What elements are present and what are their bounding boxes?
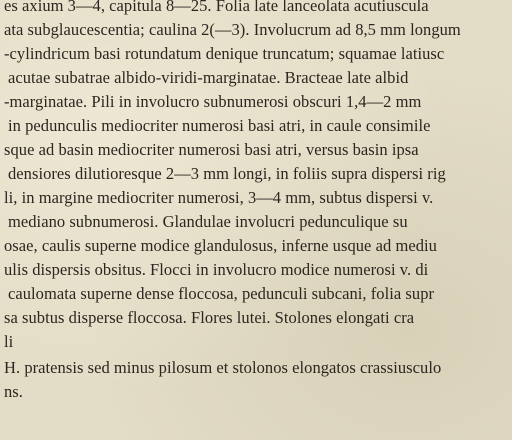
description-line-5: -marginatae. Pili in involucro subnumerosi obscuri 1,4—2 mm <box>4 92 422 111</box>
description-line-15: li <box>4 332 14 351</box>
description-line-8: densiores dilutioresque 2—3 mm longi, in foliis supra dispersi rig <box>8 164 446 183</box>
description-line-4: acutae subatrae albido-viridi-marginatae. Bracteae late albid <box>8 68 409 87</box>
description-line-6: in pedunculis mediocriter numerosi basi atri, in caule consimile <box>8 116 431 135</box>
description-line-3: -cylindricum basi rotundatum denique truncatum; squamae latiusc <box>4 44 445 63</box>
description-line-9: li, in margine mediocriter numerosi, 3—4 mm, subtus dispersi v. <box>4 188 434 207</box>
description-line-10: mediano subnumerosi. Glandulae involucri pedunculique su <box>8 212 408 231</box>
note-line-1: H. pratensis sed minus pilosum et stolonos elongatos crassiusculo <box>4 358 442 377</box>
description-line-7: sque ad basin mediocriter numerosi basi atri, versus basin ipsa <box>4 140 419 159</box>
description-line-2: ata subglaucescentia; caulina 2(—3). Involucrum ad 8,5 mm longum <box>4 20 461 39</box>
description-line-13: caulomata superne dense floccosa, pedunculi subcani, folia supr <box>8 284 435 303</box>
description-line-1: es axium 3—4, capitula 8—25. Folia late lanceolata acutiuscula <box>4 0 429 15</box>
description-line-12: ulis dispersis obsitus. Flocci in involucro modice numerosi v. di <box>4 260 429 279</box>
description-line-14: sa subtus disperse floccosa. Flores lutei. Stolones elongati cra <box>4 308 415 327</box>
note-line-2: ns. <box>4 382 23 401</box>
description-line-11: osae, caulis superne modice glandulosus, inferne usque ad mediu <box>4 236 437 255</box>
